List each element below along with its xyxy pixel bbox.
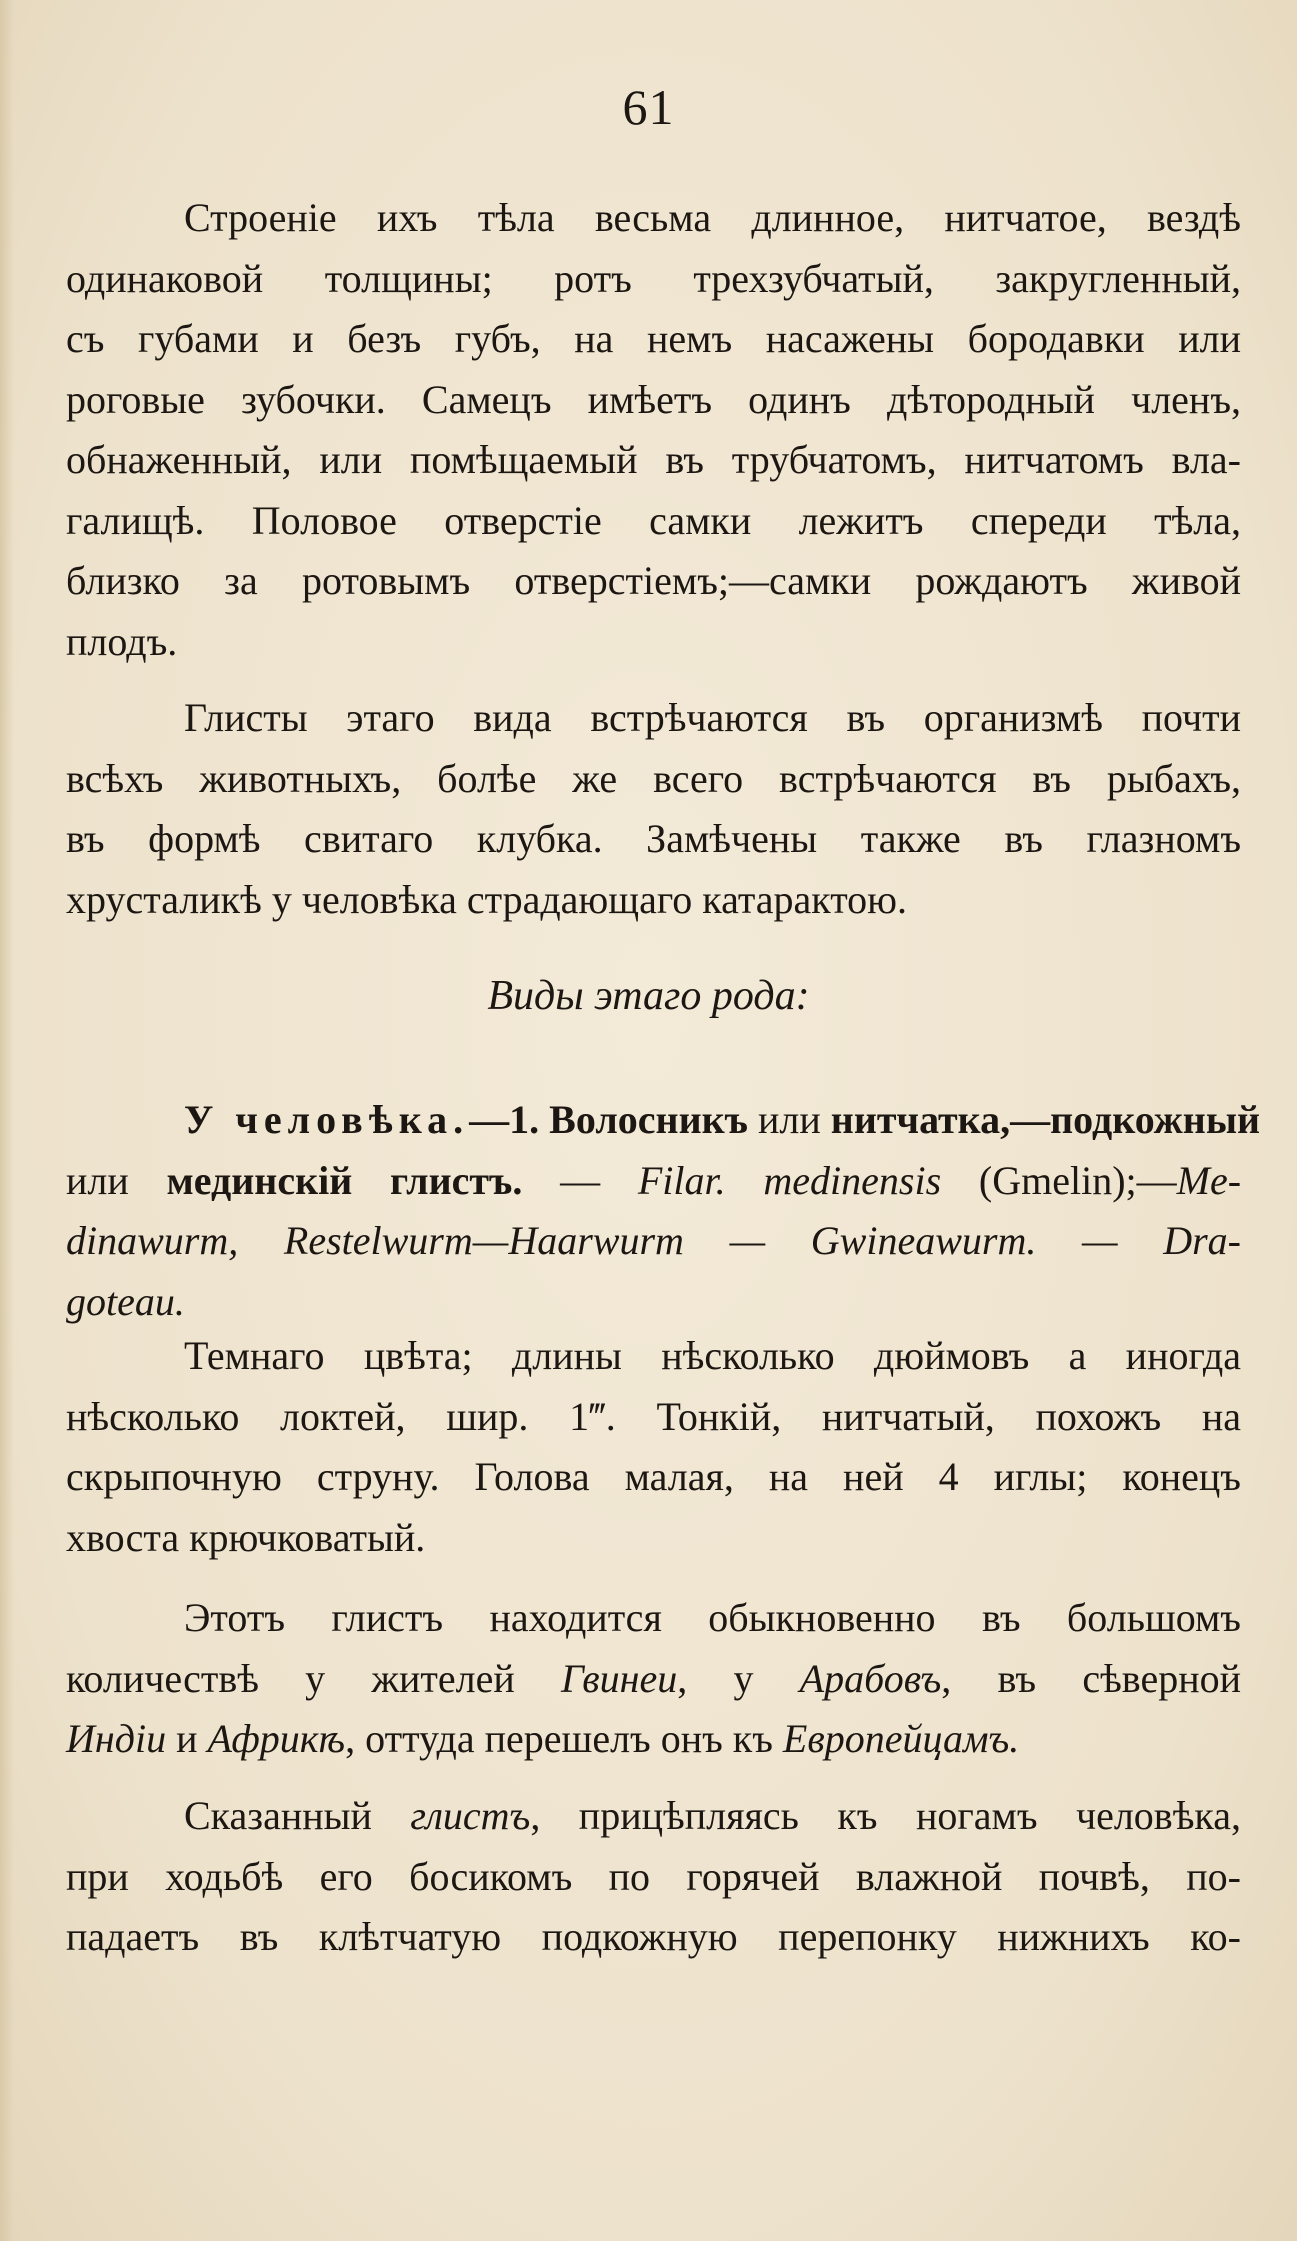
people-name: Европейцамъ.: [782, 1716, 1020, 1761]
text-line: [66, 1151, 1241, 1212]
place-name: Индіи: [66, 1716, 167, 1761]
text-line: въ формѣ свитаго клубка. Замѣчены также въ глазномъ: [66, 816, 1241, 861]
text-run: , прицѣпляясь къ ногамъ человѣка,: [530, 1793, 1241, 1838]
connector-word: или: [757, 1097, 821, 1142]
text-line: при ходьбѣ его босикомъ по горячей влажной почвѣ, по-: [66, 1853, 1241, 1899]
species-number: —1.: [469, 1097, 540, 1142]
paragraph-infection: [66, 1786, 1241, 1968]
paragraph-distribution: [66, 1588, 1241, 1770]
people-name: Арабовъ: [799, 1655, 942, 1701]
text-run: , у: [677, 1655, 800, 1701]
text-line: близко за ротовымъ отверстіемъ;—самки рождаютъ живой: [66, 558, 1241, 603]
species-host-label: У человѣка.: [184, 1097, 470, 1142]
text-line: скрыпочную струну. Голова малая, на ней 4 иглы; конецъ: [66, 1454, 1241, 1499]
german-name: Me-: [1176, 1157, 1242, 1203]
text-line: [66, 1709, 1241, 1770]
dash: —: [560, 1157, 638, 1203]
text-line: роговые зубочки. Самецъ имѣетъ одинъ дѣтородный членъ,: [66, 376, 1241, 422]
text-line: [66, 1786, 1241, 1847]
text-line: одинаковой толщины; ротъ трехзубчатый, закругленный,: [66, 255, 1241, 301]
text-run: количествѣ у жителей: [66, 1655, 562, 1701]
author-name: (Gmelin);—: [941, 1157, 1177, 1203]
text-line: галищѣ. Половое отверстіе самки лежитъ спереди тѣла,: [66, 497, 1241, 543]
text-line: [66, 1090, 1261, 1151]
section-heading: Виды этаго рода:: [487, 973, 810, 1019]
text-line: dinawurm, Restelwurm—Haarwurm — Gwineawurm. — Dra-: [66, 1218, 1241, 1263]
text-run: , оттуда перешелъ онъ къ: [345, 1716, 783, 1761]
text-line: Строеніе ихъ тѣла весьма длинное, нитчатое, вездѣ: [184, 195, 1241, 240]
latin-name: Filar. medinensis: [637, 1157, 942, 1203]
paragraph-occurrence: [66, 688, 1241, 930]
text-line: [66, 1649, 1241, 1710]
text-line: Глисты этаго вида встрѣчаются въ организмѣ почти: [184, 695, 1241, 740]
text-line: нѣсколько локтей, шир. 1‴. Тонкій, нитчатый, похожъ на: [66, 1393, 1241, 1439]
connector-word: или: [66, 1157, 129, 1203]
text-line: всѣхъ животныхъ, болѣе же всего встрѣчаются въ рыбахъ,: [66, 755, 1241, 801]
text-run: Сказанный: [184, 1793, 411, 1838]
text-line: Темнаго цвѣта; длины нѣсколько дюймовъ а иногда: [184, 1333, 1241, 1378]
text-line: Этотъ глистъ находится обыкновенно въ большомъ: [184, 1595, 1241, 1640]
paragraph-species-entry: [66, 1090, 1261, 1332]
text-line: плодъ.: [66, 618, 178, 664]
text-line: хвоста крючковатый.: [66, 1514, 426, 1560]
term: глистъ: [410, 1793, 531, 1838]
place-name: Африкѣ: [207, 1716, 346, 1761]
text-line: падаетъ въ клѣтчатую подкожную перепонку нижнихъ ко-: [66, 1914, 1241, 1959]
text-line: хрусталикѣ у человѣка страдающаго катарактою.: [66, 876, 908, 922]
page-edge-shadow: [0, 0, 14, 2241]
page-number: 61: [622, 79, 675, 135]
paragraph-structure-description: [66, 188, 1241, 672]
text-line: обнаженный, или помѣщаемый въ трубчатомъ, нитчатомъ вла-: [66, 437, 1241, 482]
text-run: и: [166, 1716, 208, 1761]
text-line: съ губами и безъ губъ, на немъ насажены бородавки или: [66, 316, 1241, 361]
species-name-alt: нитчатка,—подкожный: [830, 1097, 1261, 1142]
paragraph-description-medinensis: [66, 1326, 1241, 1568]
species-name: Волосникъ: [549, 1097, 748, 1142]
text-run: , въ сѣверной: [941, 1655, 1242, 1701]
text-line: goteau.: [66, 1278, 185, 1324]
species-name-medinsky: мединскій глистъ.: [166, 1157, 523, 1203]
place-name: Гвинеи: [561, 1655, 678, 1701]
